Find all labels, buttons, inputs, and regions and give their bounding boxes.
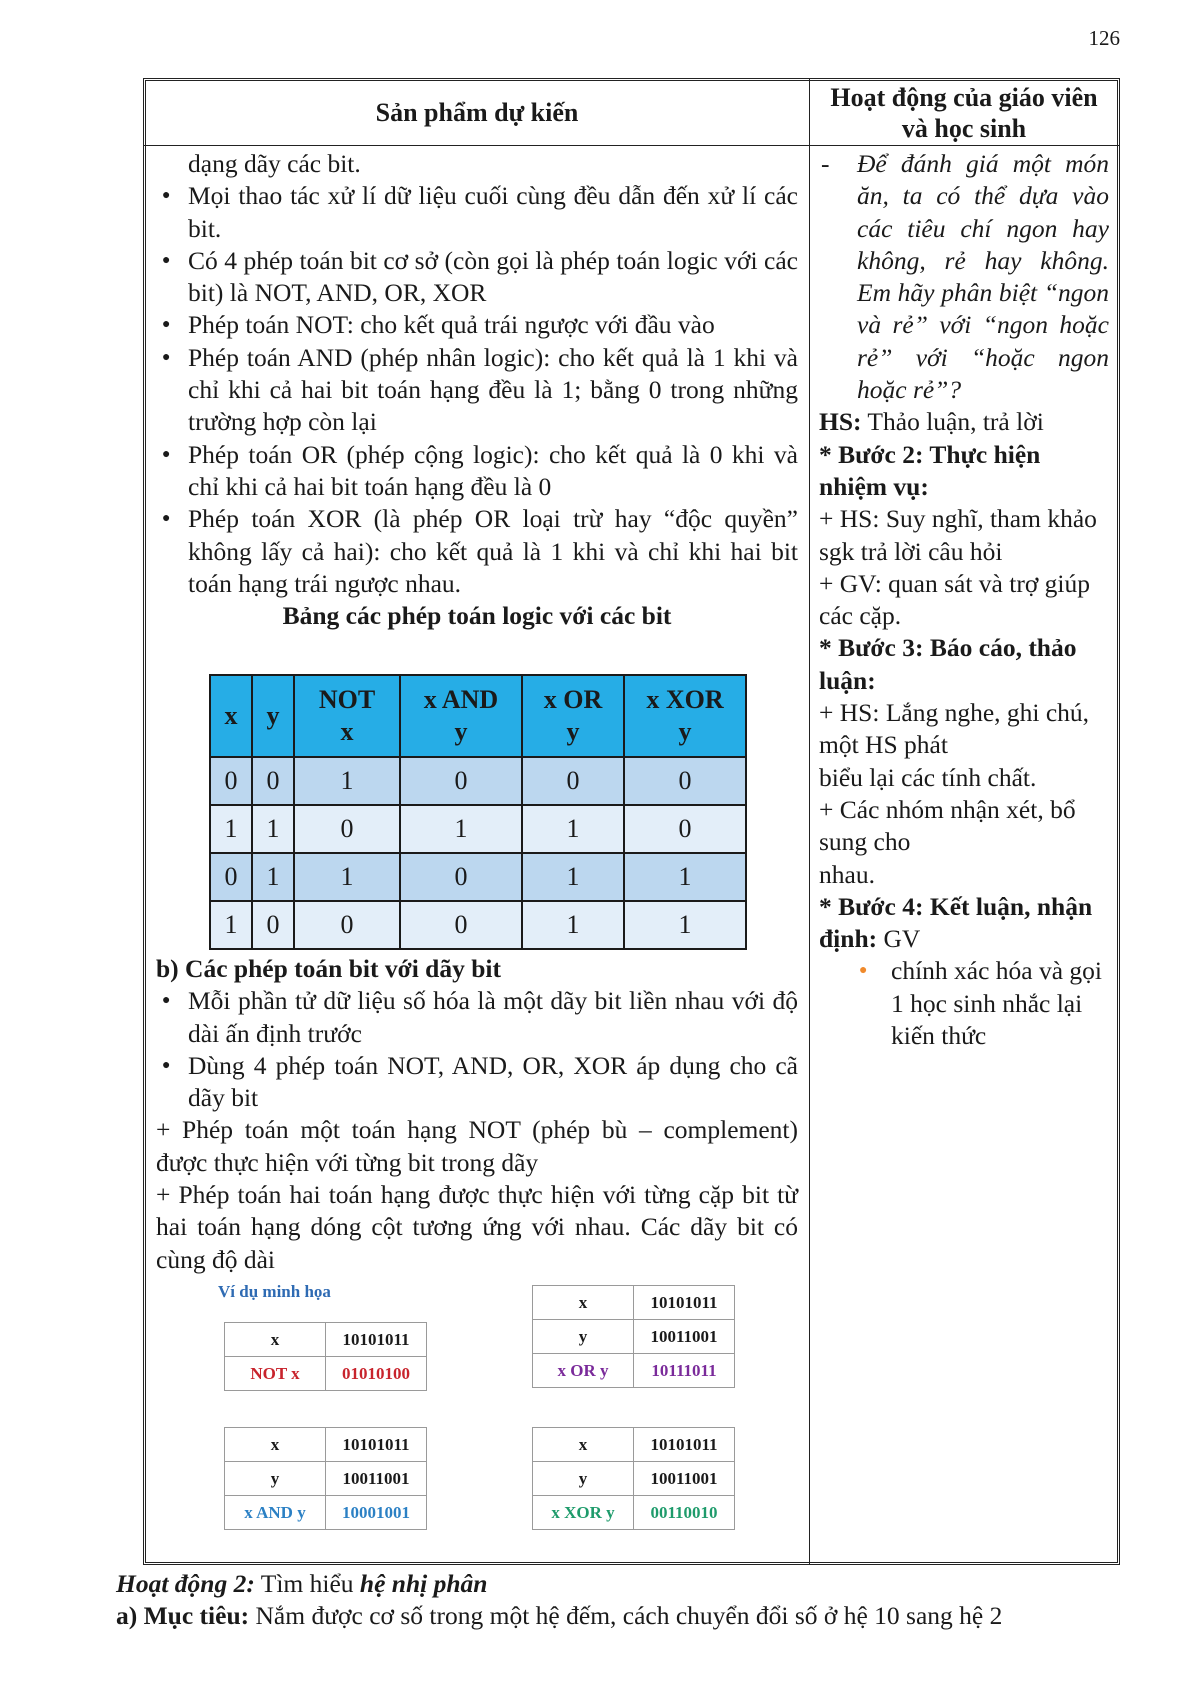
bullet-item: ● Phép toán OR (phép cộng logic): cho kết quả là 0 khi và chỉ khi cả hai bit toán hạng đều là 0 [156, 439, 798, 504]
cell: 1 [522, 805, 624, 853]
step-4-line [819, 891, 1109, 956]
cell: 0 [252, 901, 294, 949]
bullet-item: ● Có 4 phép toán bit cơ sở (còn gọi là phép toán logic với các bit) là NOT, AND, OR, XOR [156, 245, 798, 310]
objective-line [116, 1600, 1002, 1632]
step-2-heading: * Bước 2: Thực hiện nhiệm vụ: [819, 439, 1041, 501]
cell: 0 [210, 757, 252, 805]
result-value: 10111011 [634, 1354, 735, 1388]
page-number: 126 [1088, 26, 1120, 50]
step-3-text: biểu lại các tính chất. [819, 762, 1037, 792]
operand-label: y [533, 1320, 634, 1354]
cell: 0 [624, 757, 746, 805]
step-2-text: + HS: Suy nghĩ, tham khảo sgk trả lời câu hỏi [819, 504, 1097, 566]
cell: 0 [400, 853, 522, 901]
example-caption: Ví dụ minh họa [218, 1282, 331, 1301]
col-header-not: NOT x [294, 675, 400, 757]
result-label: x OR y [533, 1354, 634, 1388]
col-header-xor: x XOR y [624, 675, 746, 757]
result-value: 01010100 [326, 1357, 427, 1391]
hs-line [819, 406, 1109, 438]
step-3-heading: * Bước 3: Báo cáo, thảo luận: [819, 633, 1077, 695]
cell: 0 [522, 757, 624, 805]
table-row [210, 805, 746, 853]
operand-label: y [533, 1462, 634, 1496]
header-activities [812, 82, 1116, 144]
bullet-item: ● Mọi thao tác xử lí dữ liệu cuối cùng đều dẫn đến xử lí các bit. [156, 180, 798, 245]
cell: 0 [624, 805, 746, 853]
col-header-y: y [252, 675, 294, 757]
activity-2-text: Tìm hiểu [254, 1569, 360, 1598]
example-and-table [224, 1427, 427, 1530]
activity-2-line [116, 1568, 1002, 1600]
cell: 0 [400, 901, 522, 949]
step-4-heading: * Bước 4: Kết luận, nhận định: [819, 891, 1093, 954]
table-row [210, 757, 746, 805]
cell: 0 [210, 853, 252, 901]
example-not-table [224, 1322, 427, 1391]
logic-table-header-row [210, 675, 746, 757]
right-column [819, 148, 1109, 1052]
cell: 1 [400, 805, 522, 853]
left-column-part2 [156, 953, 798, 1276]
cell: 0 [294, 805, 400, 853]
cell: 1 [624, 853, 746, 901]
cell: 1 [210, 805, 252, 853]
operand-value: 10101011 [326, 1428, 427, 1462]
bullet-item: ● Phép toán XOR (là phép OR loại trừ hay “độc quyền” không lấy cả hai): cho kết quả là 1 khi và chỉ khi hai bit toán hạng trái ngược nhau. [156, 503, 798, 600]
col-header-and: x AND y [400, 675, 522, 757]
cell: 1 [522, 853, 624, 901]
cell: 1 [522, 901, 624, 949]
hs-label: HS: [819, 407, 862, 437]
left-column [156, 148, 798, 632]
hs-text: Thảo luận, trả lời [861, 407, 1044, 437]
bullet-item: ● Dùng 4 phép toán NOT, AND, OR, XOR áp dụng cho cã dãy bit [156, 1050, 798, 1115]
guiding-question: - Để đánh giá một món ăn, ta có thể dựa vào các tiêu chí ngon hay không, rẻ hay không. Em hãy phân biệt “ngon và rẻ” với “ngon hoặc rẻ” với “hoặc ngon hoặc rẻ”? [819, 148, 1109, 406]
objective-label: a) Mục tiêu: [116, 1601, 250, 1631]
operand-label: x [533, 1286, 634, 1320]
header-expected-product: Sản phẩm dự kiến [375, 98, 579, 127]
bullet-item: ● Phép toán NOT: cho kết quả trái ngược với đầu vào [156, 309, 798, 341]
operand-label: x [225, 1428, 326, 1462]
activity-2-topic: hệ nhị phân [359, 1569, 488, 1598]
cell: 0 [252, 757, 294, 805]
col-header-x: x [210, 675, 252, 757]
cell: 1 [210, 901, 252, 949]
result-label: x AND y [225, 1496, 326, 1530]
logic-operations-table [209, 674, 747, 950]
cell: 0 [400, 757, 522, 805]
step-3-text: + Các nhóm nhận xét, bổ sung cho [819, 794, 1076, 857]
operand-value: 10101011 [634, 1286, 735, 1320]
header-activities-line2: và học sinh [901, 114, 1027, 143]
cell: 1 [624, 901, 746, 949]
plus-paragraph: + Phép toán hai toán hạng được thực hiện với từng cặp bit từ hai toán hạng dóng cột tương ứng với nhau. Các dãy bit có cùng độ dài [156, 1180, 798, 1274]
column-divider [809, 78, 810, 1565]
bullet-item: ● Mỗi phần tử dữ liệu số hóa là một dãy bit liền nhau với độ dài ấn định trước [156, 985, 798, 1050]
cell: 1 [294, 757, 400, 805]
following-content [116, 1568, 1002, 1633]
col-header-or: x OR y [522, 675, 624, 757]
section-b-heading: b) Các phép toán bit với dãy bit [156, 954, 501, 983]
cell: 1 [252, 805, 294, 853]
objective-text: Nắm được cơ số trong một hệ đếm, cách chuyển đổi số ở hệ 10 sang hệ 2 [249, 1601, 1003, 1631]
logic-table-title: Bảng các phép toán logic với các bit [282, 601, 672, 631]
operand-label: x [533, 1428, 634, 1462]
operand-value: 10011001 [634, 1462, 735, 1496]
result-value: 10001001 [326, 1496, 427, 1530]
activity-2-label: Hoạt động 2: [116, 1569, 255, 1598]
cell: 0 [294, 901, 400, 949]
step-4-bullet: ● chính xác hóa và gọi 1 học sinh nhắc lại kiến thức [819, 955, 1109, 1052]
operand-label: x [225, 1323, 326, 1357]
bullet-item: ● Phép toán AND (phép nhân logic): cho kết quả là 1 khi và chỉ khi cả hai bit toán hạng đều là 1; bằng 0 trong những trường hợp còn lại [156, 342, 798, 439]
cell: 1 [294, 853, 400, 901]
table-row [210, 901, 746, 949]
operand-label: y [225, 1462, 326, 1496]
result-label: x XOR y [533, 1496, 634, 1530]
header-activities-line1: Hoạt động của giáo viên [830, 83, 1098, 112]
cell: 1 [252, 853, 294, 901]
result-label: NOT x [225, 1357, 326, 1391]
operand-value: 10101011 [634, 1428, 735, 1462]
step-3-text: nhau. [819, 859, 875, 889]
step-4-text: GV [877, 924, 921, 954]
result-value: 00110010 [634, 1496, 735, 1530]
table-row [210, 853, 746, 901]
operand-value: 10011001 [634, 1320, 735, 1354]
example-xor-table [532, 1427, 735, 1530]
operand-value: 10011001 [326, 1462, 427, 1496]
text-continuation: dạng dãy các bit. [188, 149, 361, 178]
header-divider [143, 145, 1120, 146]
step-3-text: + HS: Lắng nghe, ghi chú, một HS phát [819, 698, 1090, 760]
operand-value: 10101011 [326, 1323, 427, 1357]
plus-paragraph: + Phép toán một toán hạng NOT (phép bù – complement) được thực hiện với từng bit trong dãy [156, 1115, 798, 1177]
example-or-table [532, 1285, 735, 1388]
step-2-text: + GV: quan sát và trợ giúp các cặp. [819, 568, 1091, 631]
